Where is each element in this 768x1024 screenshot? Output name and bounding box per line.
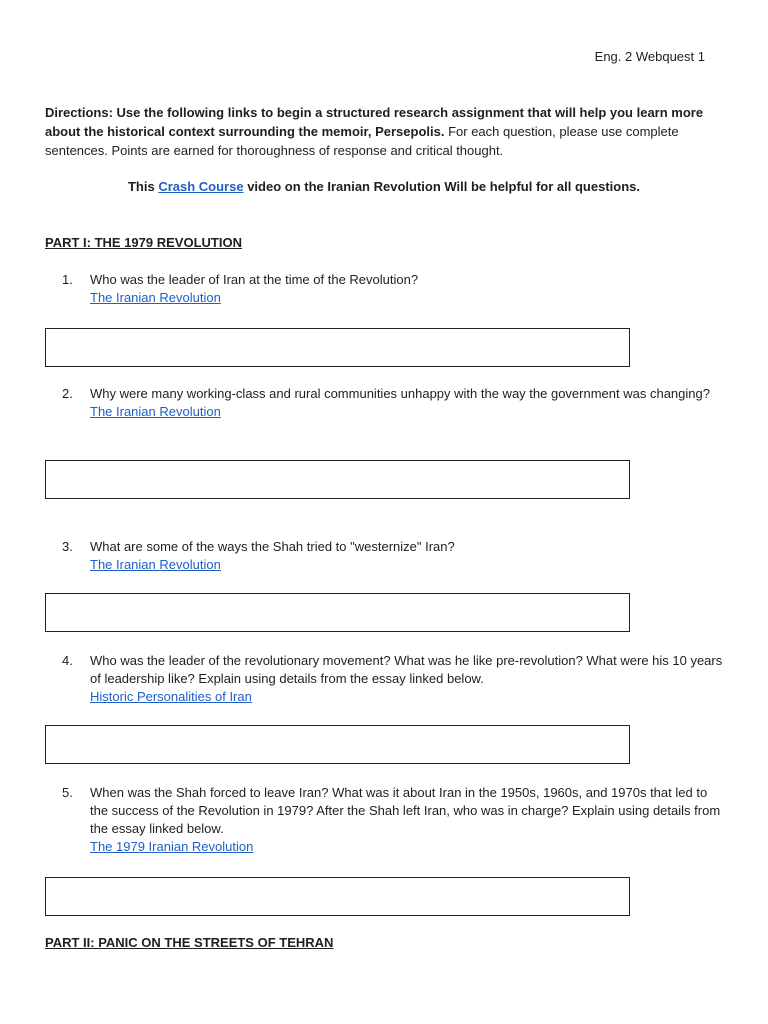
intro-line (0, 178, 768, 196)
crash-course-link[interactable]: Crash Course (158, 179, 244, 194)
document-header-label: Eng. 2 Webquest 1 (594, 49, 705, 64)
answer-box-3[interactable] (45, 593, 630, 632)
question-4 (62, 652, 724, 706)
question-number: 4. (62, 653, 73, 668)
question-1 (62, 271, 724, 307)
directions-paragraph (45, 103, 725, 160)
answer-box-2[interactable] (45, 460, 630, 499)
question-text: What are some of the ways the Shah tried to "westernize" Iran? (90, 539, 455, 554)
question-3-link[interactable]: The Iranian Revolution (90, 557, 221, 572)
intro-suffix: video on the Iranian Revolution Will be helpful for all questions. (243, 179, 640, 194)
question-2 (62, 385, 724, 421)
question-text: When was the Shah forced to leave Iran? What was it about Iran in the 1950s, 1960s, and 1970s that led to the success of the Revolution in 1979? After the Shah left Iran, who was in charge? Explain using details from the essay linked below. (90, 785, 721, 836)
question-number: 1. (62, 272, 73, 287)
question-1-link[interactable]: The Iranian Revolution (90, 290, 221, 305)
question-number: 5. (62, 785, 73, 800)
question-5-link[interactable]: The 1979 Iranian Revolution (90, 839, 254, 854)
answer-box-5[interactable] (45, 877, 630, 916)
question-5 (62, 784, 724, 856)
question-text: Why were many working-class and rural communities unhappy with the way the government was changing? (90, 386, 710, 401)
answer-box-4[interactable] (45, 725, 630, 764)
question-number: 2. (62, 386, 73, 401)
question-text: Who was the leader of the revolutionary movement? What was he like pre-revolution? What were his 10 years of leadership like? Explain using details from the essay linked below. (90, 653, 723, 686)
directions-normal-text: For each question, please use complete sentences. Points are earned for thoroughness of response and critical thought. (45, 124, 679, 158)
directions-bold-text: Directions: Use the following links to begin a structured research assignment that will help you learn more about the historical context surrounding the memoir, Persepolis. (45, 105, 704, 139)
part1-heading: PART I: THE 1979 REVOLUTION (45, 235, 242, 250)
part2-heading: PART II: PANIC ON THE STREETS OF TEHRAN (45, 935, 334, 950)
question-3 (62, 538, 724, 574)
question-text: Who was the leader of Iran at the time of the Revolution? (90, 272, 419, 287)
question-number: 3. (62, 539, 73, 554)
answer-box-1[interactable] (45, 328, 630, 367)
question-2-link[interactable]: The Iranian Revolution (90, 404, 221, 419)
intro-prefix: This (127, 179, 159, 194)
question-4-link[interactable]: Historic Personalities of Iran (90, 689, 252, 704)
